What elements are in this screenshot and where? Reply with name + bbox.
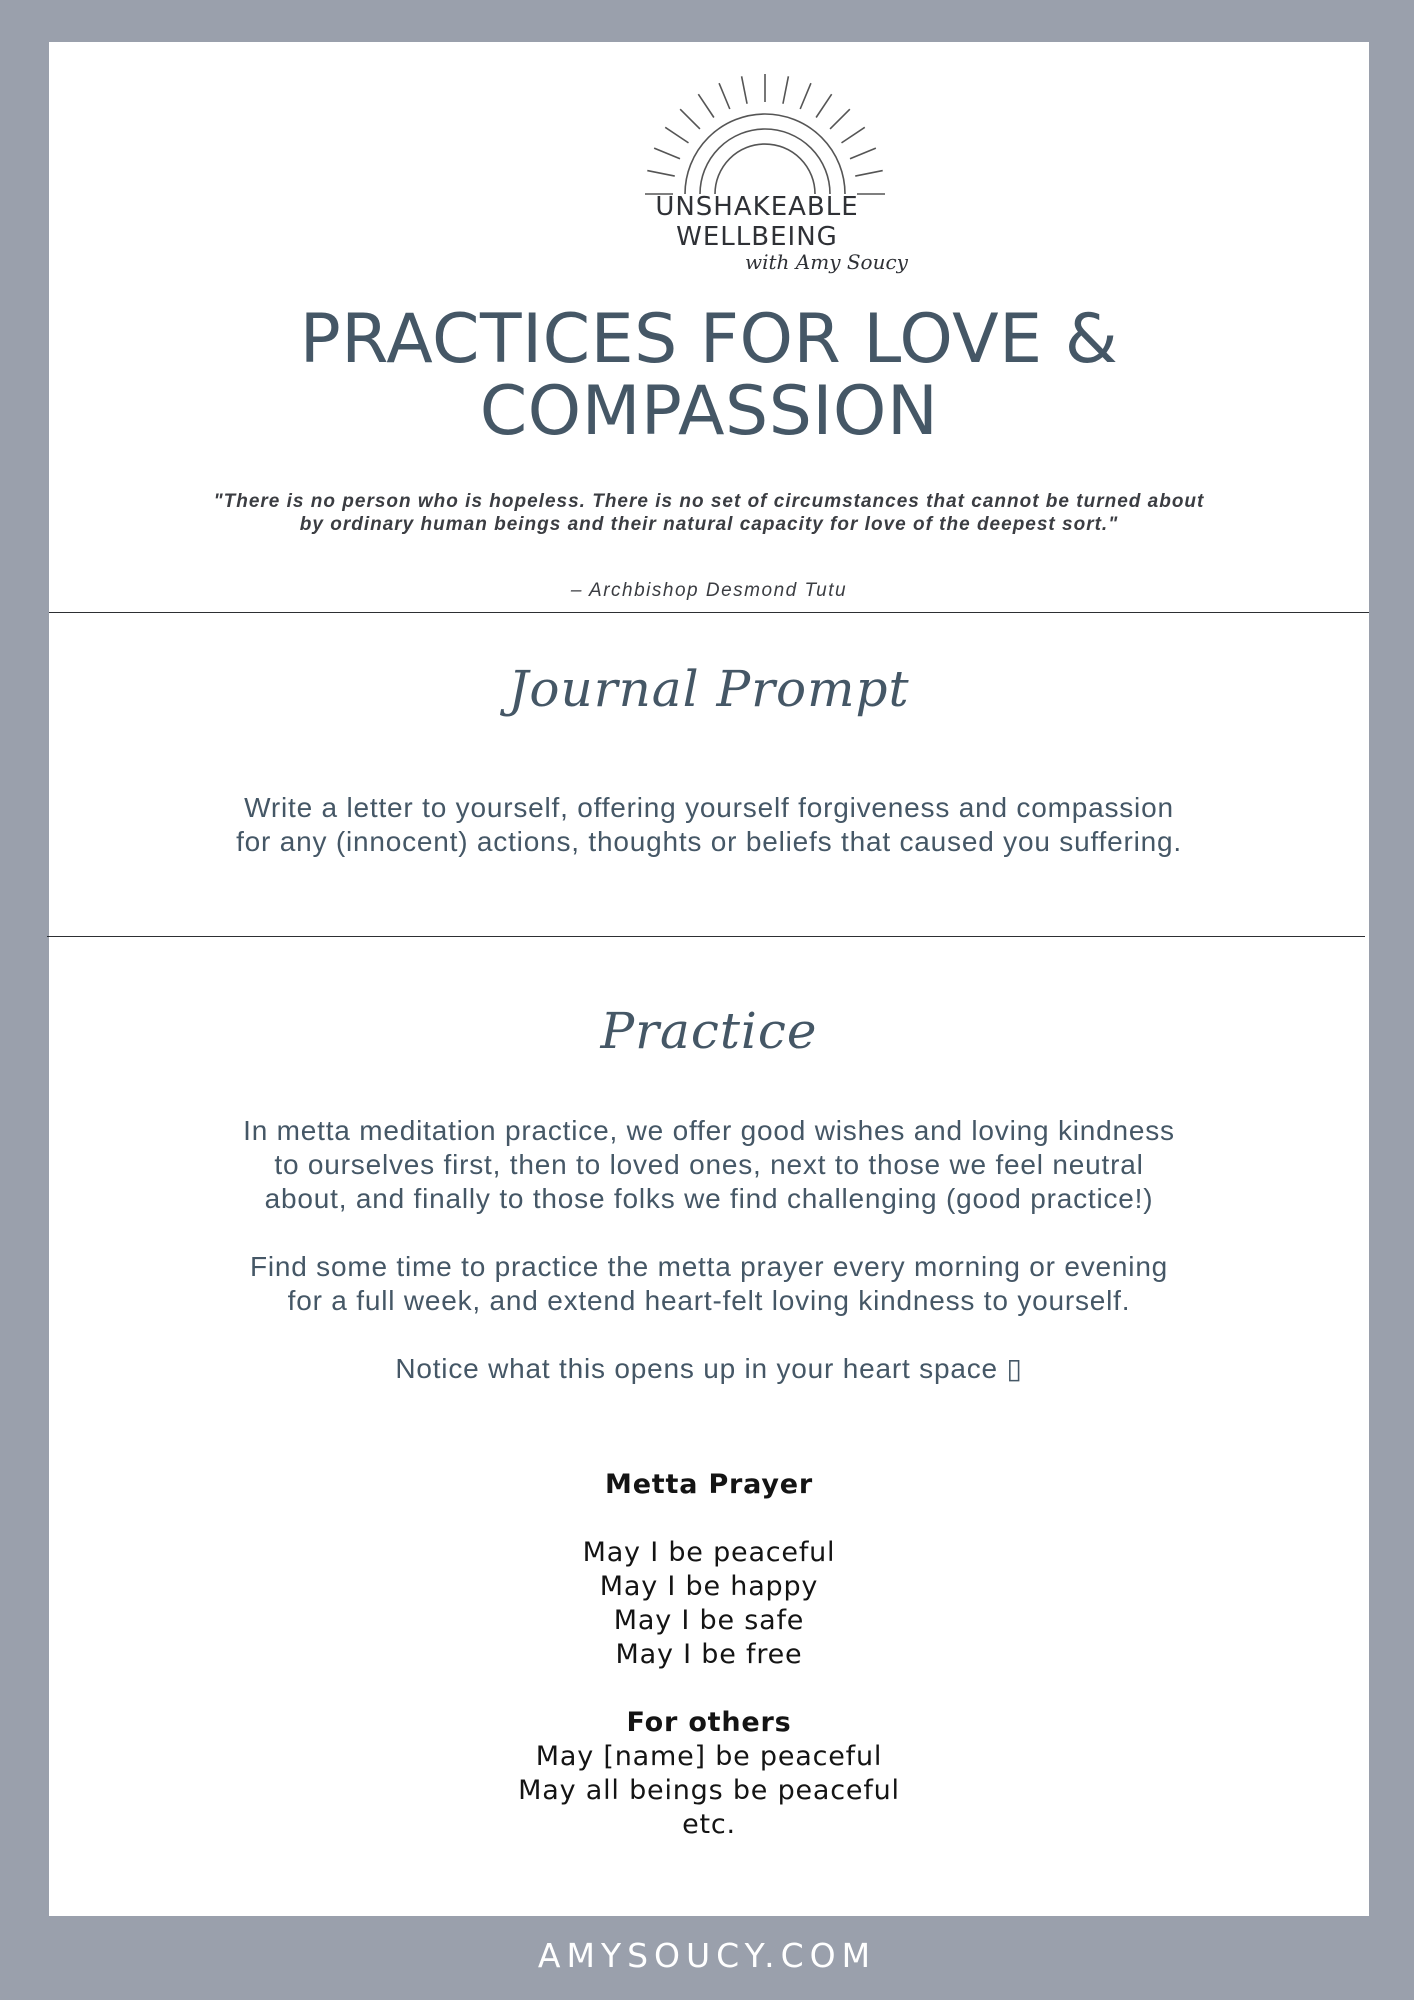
sunrise-icon: [605, 72, 925, 197]
sun-ray: [742, 76, 747, 103]
prayer-line: May I be peaceful: [582, 1537, 836, 1568]
quote-line-2: by ordinary human beings and their natural capacity for love of the deepest sort.": [299, 514, 1119, 535]
practice-line: to ourselves first, then to loved ones, next to those we feel neutral: [274, 1149, 1144, 1180]
brand-tagline: with Amy Soucy: [745, 250, 908, 274]
footer-website-link[interactable]: AMYSOUCY.COM: [537, 1936, 877, 1975]
journal-line-1: Write a letter to yourself, offering yourself forgiveness and compassion: [244, 792, 1174, 823]
brand-line-1: UNSHAKEABLE: [655, 192, 859, 222]
section-divider: [49, 612, 1369, 613]
sun-ray: [647, 171, 674, 176]
page-title: [49, 300, 1369, 451]
prayer-line: May I be happy: [599, 1571, 819, 1602]
sun-ray: [665, 127, 688, 143]
practice-heading: Practice: [600, 1002, 818, 1060]
practice-line: about, and finally to those folks we find challenging (good practice!): [264, 1183, 1154, 1214]
prayer-line: May I be free: [615, 1639, 803, 1670]
journal-prompt: [159, 791, 1259, 859]
sun-ray: [654, 148, 680, 159]
practice-line: In metta meditation practice, we offer good wishes and loving kindness: [243, 1115, 1175, 1146]
quote-line-1: "There is no person who is hopeless. There is no set of circumstances that cannot be turned about: [213, 491, 1205, 512]
page-sheet: [49, 42, 1369, 1916]
prayer-line: May I be safe: [613, 1605, 805, 1636]
section-divider: [47, 936, 1365, 937]
sun-ray: [698, 94, 714, 117]
sun-ray: [719, 83, 730, 109]
sun-ray: [816, 94, 832, 117]
quote-author: – Archbishop Desmond Tutu: [570, 580, 848, 601]
sun-ray: [841, 127, 864, 143]
metta-prayer: [49, 1468, 1369, 1842]
sun-ray: [855, 171, 882, 176]
sun-ray: [850, 148, 876, 159]
practice-line: for a full week, and extend heart-felt loving kindness to yourself.: [287, 1285, 1131, 1316]
practice-paragraph-3: Notice what this opens up in your heart space ▯: [395, 1353, 1023, 1384]
sun-ray: [800, 83, 811, 109]
sun-ray: [783, 76, 788, 103]
prayer-line: etc.: [682, 1809, 736, 1840]
practice-line: Find some time to practice the metta prayer every morning or evening: [249, 1251, 1169, 1282]
practice-paragraph-2: [159, 1250, 1259, 1318]
practice-paragraph-1: [159, 1114, 1259, 1216]
sun-ray: [830, 109, 850, 129]
journal-line-2: for any (innocent) actions, thoughts or beliefs that caused you suffering.: [236, 826, 1182, 857]
journal-heading: Journal Prompt: [508, 660, 910, 718]
quote-text: [129, 490, 1289, 536]
prayer-line: May all beings be peaceful: [518, 1775, 900, 1806]
brand-line-2: WELLBEING: [676, 222, 838, 252]
others-heading: For others: [626, 1707, 792, 1738]
prayer-heading: Metta Prayer: [605, 1469, 813, 1500]
prayer-line: May [name] be peaceful: [535, 1741, 883, 1772]
title-line-1: PRACTICES FOR LOVE &: [299, 300, 1119, 379]
sun-ray: [680, 109, 700, 129]
brand-logo: [605, 72, 925, 297]
title-line-2: COMPASSION: [479, 372, 939, 451]
